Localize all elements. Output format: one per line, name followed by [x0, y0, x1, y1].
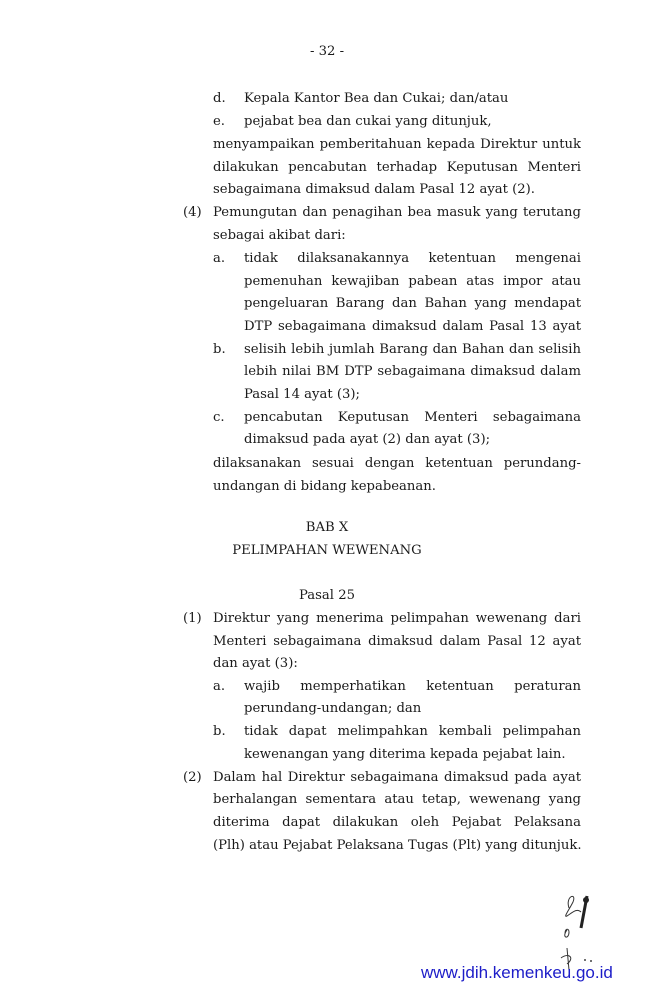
text-line: diterima dapat dilakukan oleh Pejabat Pelaksana	[213, 815, 581, 830]
text-line: Direktur yang menerima pelimpahan wewenang dari	[213, 611, 581, 626]
text-line: Pasal 14 ayat (3);	[244, 387, 360, 402]
chapter-title: PELIMPAHAN WEWENANG	[232, 543, 422, 558]
text-line: (Plh) atau Pejabat Pelaksana Tugas (Plt) yang ditunjuk.	[213, 838, 582, 853]
text-line: sebagaimana dimaksud dalam Pasal 12 ayat (2).	[213, 182, 535, 197]
text-line: Pemungutan dan penagihan bea masuk yang terutang	[213, 205, 581, 220]
text-line: undangan di bidang kepabeanan.	[213, 479, 436, 494]
text-line: wajib memperhatikan ketentuan peraturan	[244, 679, 581, 694]
text-line: tidak dilaksanakannya ketentuan mengenai	[244, 251, 581, 266]
text-line: pencabutan Keputusan Menteri sebagaimana	[244, 410, 581, 425]
text-line: tidak dapat melimpahkan kembali pelimpahan	[244, 724, 581, 739]
list-marker: b.	[213, 342, 226, 357]
text-line: dimaksud pada ayat (2) dan ayat (3);	[244, 432, 491, 447]
list-marker: (4)	[183, 205, 202, 220]
list-marker: b.	[213, 724, 226, 739]
text-line: Kepala Kantor Bea dan Cukai; dan/atau	[244, 91, 509, 106]
footer-url-link[interactable]: www.jdih.kemenkeu.go.id	[421, 963, 613, 982]
list-marker: e.	[213, 114, 225, 129]
text-line: kewenangan yang diterima kepada pejabat lain.	[244, 747, 566, 762]
text-line: sebagai akibat dari:	[213, 228, 346, 243]
text-line: menyampaikan pemberitahuan kepada Direktur untuk	[213, 137, 581, 152]
text-line: perundang-undangan; dan	[244, 701, 422, 716]
text-line: dan ayat (3):	[213, 656, 298, 671]
text-line: Dalam hal Direktur sebagaimana dimaksud pada ayat	[213, 770, 581, 785]
list-marker: a.	[213, 251, 226, 266]
article-heading: Pasal 25	[299, 588, 355, 603]
text-line: pemenuhan kewajiban pabean atas impor atau	[244, 274, 581, 289]
text-line: Menteri sebagaimana dimaksud dalam Pasal 12 ayat	[213, 634, 581, 649]
text-line: dilakukan pencabutan terhadap Keputusan Menteri	[213, 160, 581, 175]
text-line: pengeluaran Barang dan Bahan yang mendapat	[244, 296, 581, 311]
chapter-number: BAB X	[305, 520, 349, 535]
text-line: berhalangan sementara atau tetap, wewenang yang	[213, 792, 581, 807]
text-line: pejabat bea dan cukai yang ditunjuk,	[244, 114, 492, 129]
list-marker: c.	[213, 410, 225, 425]
list-marker: a.	[213, 679, 226, 694]
text-line: selisih lebih jumlah Barang dan Bahan dan selisih	[244, 342, 581, 357]
list-marker: (2)	[183, 770, 202, 785]
text-line: DTP sebagaimana dimaksud dalam Pasal 13 ayat	[244, 319, 581, 334]
list-marker: (1)	[183, 611, 202, 626]
page-number: - 32 -	[309, 44, 345, 59]
text-line: lebih nilai BM DTP sebagaimana dimaksud dalam	[244, 364, 581, 379]
text-line: dilaksanakan sesuai dengan ketentuan perundang-	[213, 456, 581, 471]
list-marker: d.	[213, 91, 226, 106]
